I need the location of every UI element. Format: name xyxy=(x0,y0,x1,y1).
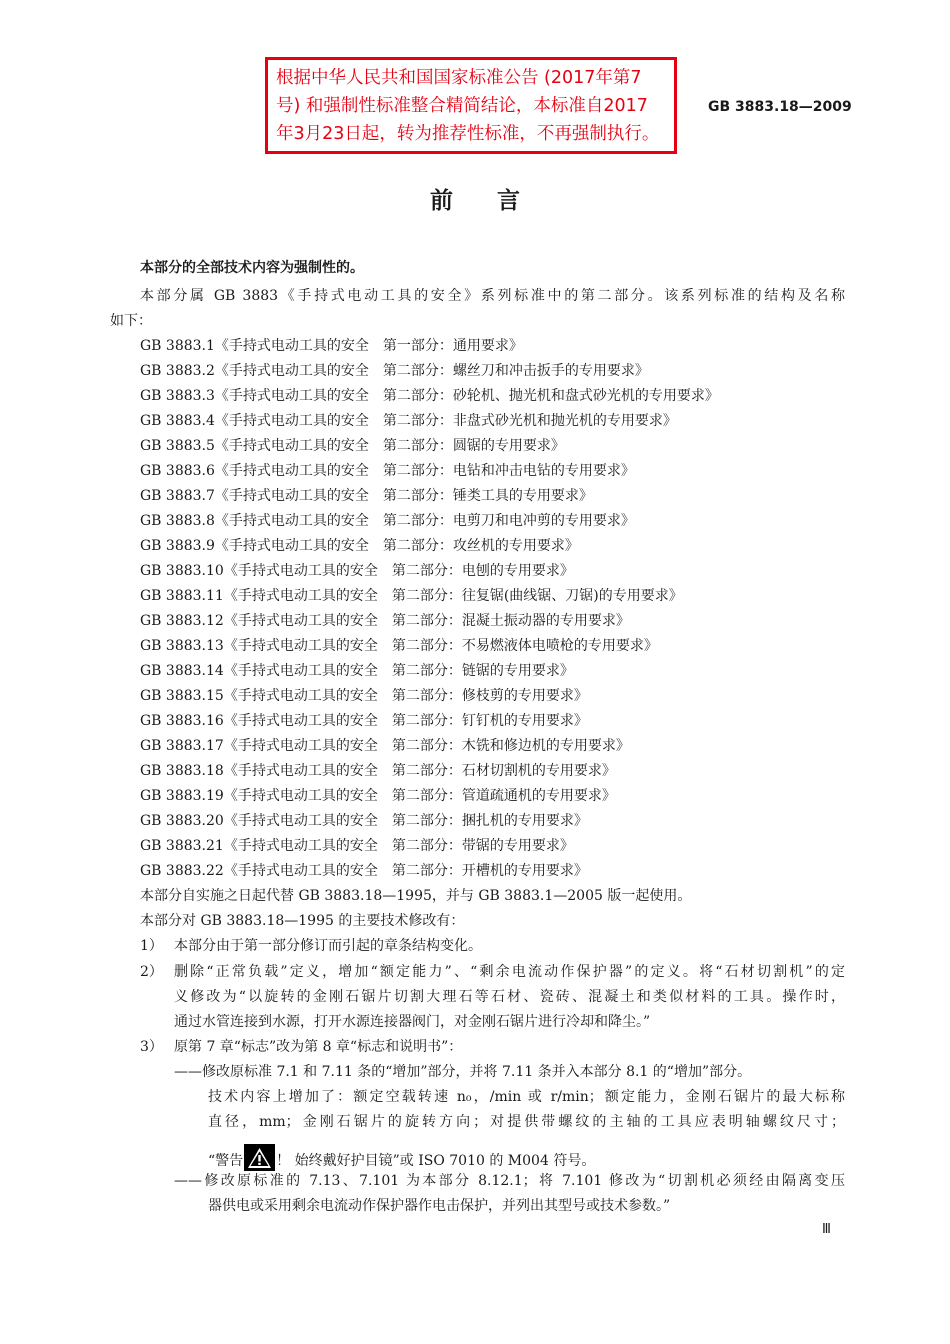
part-list-item: GB 3883.22《手持式电动工具的安全 第二部分：开槽机的专用要求》 xyxy=(140,863,588,879)
change-item-2-line-3: 通过水管连接到水源，打开水源连接器阀门，对金刚石锯片进行冷却和降尘。” xyxy=(174,1014,651,1030)
mandatory-statement: 本部分的全部技术内容为强制性的。 xyxy=(140,260,364,276)
page-title: 前言 xyxy=(430,188,564,214)
notice-line-3: 年3月23日起，转为推荐性标准，不再强制执行。 xyxy=(276,124,660,144)
change-item-1-text: 本部分由于第一部分修订而引起的章条结构变化。 xyxy=(174,938,482,954)
part-list-item: GB 3883.4《手持式电动工具的安全 第二部分：非盘式砂光机和抛光机的专用要求》 xyxy=(140,413,677,429)
part-list-item: GB 3883.16《手持式电动工具的安全 第二部分：钉钉机的专用要求》 xyxy=(140,713,588,729)
change-3-dash-1-line-1: ——修改原标准 7.1 和 7.11 条的“增加”部分，并将 7.11 条并入本部分 8.1 的“增加”部分。 xyxy=(174,1064,752,1080)
part-list-item: GB 3883.9《手持式电动工具的安全 第二部分：攻丝机的专用要求》 xyxy=(140,538,579,554)
notice-line-1: 根据中华人民共和国国家标准公告 (2017年第7 xyxy=(276,68,642,88)
change-3-dash-2-line-1: ——修改原标准的 7.13、7.101 为本部分 8.12.1；将 7.101 修改为“切割机必须经由隔离变压 xyxy=(174,1173,845,1189)
series-intro-line-1: 本部分属 GB 3883《手持式电动工具的安全》系列标准中的第二部分。该系列标准的结构及名称 xyxy=(140,288,845,304)
changes-intro: 本部分对 GB 3883.18—1995 的主要技术修改有： xyxy=(140,913,465,929)
change-item-2-line-1: 删除“正常负载”定义，增加“额定能力”、“剩余电流动作保护器”的定义。将“石材切割机”的定 xyxy=(174,964,845,980)
part-list-item: GB 3883.21《手持式电动工具的安全 第二部分：带锯的专用要求》 xyxy=(140,838,574,854)
part-list-item: GB 3883.6《手持式电动工具的安全 第二部分：电钻和冲击电钻的专用要求》 xyxy=(140,463,635,479)
part-list-item: GB 3883.3《手持式电动工具的安全 第二部分：砂轮机、抛光机和盘式砂光机的专用要求》 xyxy=(140,388,719,404)
change-item-2-line-2: 义修改为“以旋转的金刚石锯片切割大理石等石材、瓷砖、混凝土和类似材料的工具。操作时， xyxy=(174,989,845,1005)
part-list-item: GB 3883.13《手持式电动工具的安全 第二部分：不易燃液体电喷枪的专用要求》 xyxy=(140,638,658,654)
part-list-item: GB 3883.8《手持式电动工具的安全 第二部分：电剪刀和电冲剪的专用要求》 xyxy=(140,513,635,529)
standard-code: GB 3883.18—2009 xyxy=(708,99,852,115)
part-list-item: GB 3883.18《手持式电动工具的安全 第二部分：石材切割机的专用要求》 xyxy=(140,763,616,779)
series-intro-line-2: 如下： xyxy=(110,313,152,329)
warning-text-prefix: “警告 xyxy=(208,1153,244,1169)
part-list-item: GB 3883.20《手持式电动工具的安全 第二部分：捆扎机的专用要求》 xyxy=(140,813,588,829)
part-list-item: GB 3883.11《手持式电动工具的安全 第二部分：往复锯(曲线锯、刀锯)的专用要求》 xyxy=(140,588,683,604)
part-list-item: GB 3883.2《手持式电动工具的安全 第二部分：螺丝刀和冲击扳手的专用要求》 xyxy=(140,363,649,379)
part-list-item: GB 3883.10《手持式电动工具的安全 第二部分：电刨的专用要求》 xyxy=(140,563,574,579)
change-3-dash-1-line-3: 直径，mm；金刚石锯片的旋转方向；对提供带螺纹的主轴的工具应表明轴螺纹尺寸； xyxy=(208,1114,845,1130)
change-3-dash-2-line-2: 器供电或采用剩余电流动作保护器作电击保护，并列出其型号或技术参数。” xyxy=(208,1198,671,1214)
part-list-item: GB 3883.7《手持式电动工具的安全 第二部分：锤类工具的专用要求》 xyxy=(140,488,593,504)
part-list-item: GB 3883.1《手持式电动工具的安全 第一部分：通用要求》 xyxy=(140,338,523,354)
change-item-1-number: 1） xyxy=(140,938,163,954)
page-number: Ⅲ xyxy=(822,1222,831,1237)
notice-line-2: 号) 和强制性标准整合精简结论，本标准自2017 xyxy=(276,96,648,116)
part-list-item: GB 3883.19《手持式电动工具的安全 第二部分：管道疏通机的专用要求》 xyxy=(140,788,616,804)
part-list-item: GB 3883.5《手持式电动工具的安全 第二部分：圆锯的专用要求》 xyxy=(140,438,565,454)
change-item-3-text: 原第 7 章“标志”改为第 8 章“标志和说明书”： xyxy=(174,1039,463,1055)
part-list-item: GB 3883.17《手持式电动工具的安全 第二部分：木铣和修边机的专用要求》 xyxy=(140,738,630,754)
part-list-item: GB 3883.12《手持式电动工具的安全 第二部分：混凝土振动器的专用要求》 xyxy=(140,613,630,629)
part-list-item: GB 3883.15《手持式电动工具的安全 第二部分：修枝剪的专用要求》 xyxy=(140,688,588,704)
change-item-2-number: 2） xyxy=(140,964,163,980)
change-3-dash-1-line-2: 技术内容上增加了：额定空载转速 n₀，/min 或 r/min；额定能力，金刚石锯片的最大标称 xyxy=(208,1089,845,1105)
part-list-item: GB 3883.14《手持式电动工具的安全 第二部分：链锯的专用要求》 xyxy=(140,663,574,679)
warning-text-suffix: ！ 始终戴好护目镜”或 ISO 7010 的 M004 符号。 xyxy=(276,1153,596,1169)
replace-statement: 本部分自实施之日起代替 GB 3883.18—1995，并与 GB 3883.1—2005 版一起使用。 xyxy=(140,888,692,904)
abolition-notice-box xyxy=(265,57,677,154)
change-item-3-number: 3） xyxy=(140,1039,163,1055)
